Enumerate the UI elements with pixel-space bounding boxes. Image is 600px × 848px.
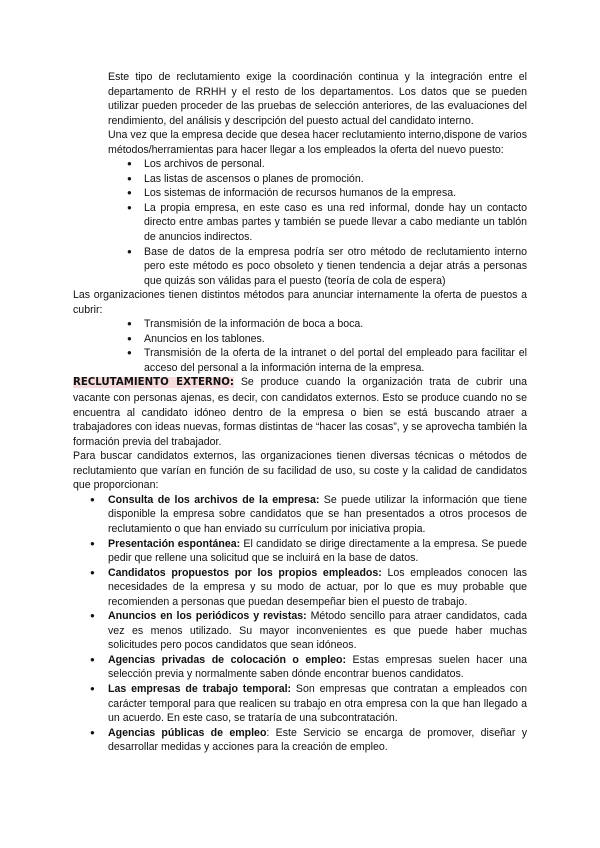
item-term: Agencias privadas de colocación o empleo:: [108, 653, 347, 666]
item-text: Se puede utilizar la información que tiene disponible la empresa sobre candidatos que se han presentados a otros procesos de reclutamiento o que han enviado su currículum por iniciativa propia.: [108, 493, 527, 535]
list-item: [108, 726, 527, 755]
list-item: ● La propia empresa, en este caso es una red informal, donde hay un contacto directo entre ambas partes y también se puede llevar a cabo mediante un tablón de anuncios indirectos.: [144, 201, 527, 245]
item-text: Método sencillo para atraer candidatos, cada vez es menos utilizado. Su mayor inconvenientes es que puede haber muchas solicitudes pero pocos candidatos que sean idóneos.: [108, 610, 527, 652]
list-item: ● Base de datos de la empresa podría ser otro método de reclutamiento interno pero este método es poco obsoleto y tienen tendencia a dejar atrás a personas que quizás son válidas para el puesto (teoría de cola de espera): [144, 245, 527, 289]
list-item: ● Los sistemas de información de recursos humanos de la empresa.: [144, 186, 527, 201]
list-item: [108, 682, 527, 726]
list-item: [108, 653, 527, 682]
item-text: Los empleados conocen las necesidades de la empresa y su modo de actuar, por lo que es muy probable que recomienden a personas que puedan desempeñar bien el puesto de trabajo.: [108, 566, 527, 608]
list-item: ● Transmisión de la oferta de la intranet o del portal del empleado para facilitar el acceso del personal a la información interna de la empresa.: [144, 346, 527, 375]
item-term: Las empresas de trabajo temporal:: [108, 682, 292, 695]
item-term: Anuncios en los periódicos y revistas:: [108, 610, 307, 623]
external-methods-list: [73, 493, 527, 755]
external-intro-text: Se produce cuando la organización trata de cubrir una vacante con personas ajenas, es decir, con candidatos externos. Esto se produce cuando no se encuentra al candidato idóneo dentro de la empresa o bien se está buscando atraer a trabajadores con ideas nuevas, formas distintas de “hacer las cosas”, y se aprovecha también la formación previa del trabajador.: [73, 376, 527, 448]
section-heading-external: RECLUTAMIENTO EXTERNO:: [73, 377, 235, 389]
item-term: Candidatos propuestos por los propios empleados:: [108, 566, 382, 579]
paragraph-internal-methods-intro: Una vez que la empresa decide que desea hacer reclutamiento interno,dispone de varios métodos/herramientas para hacer llegar a los empleados la oferta del nuevo puesto:: [108, 129, 527, 156]
item-term: Consulta de los archivos de la empresa:: [108, 493, 320, 506]
item-text: Son empresas que contratan a empleados con carácter temporal para que realicen su trabajo en otra empresa con la que han llegado a un acuerdo. En este caso, se trataría de una subcontratación.: [108, 682, 527, 725]
list-item: ● Anuncios en los tablones.: [144, 332, 527, 347]
announce-methods-list: [73, 317, 527, 375]
list-item: [108, 537, 527, 566]
list-item: [108, 493, 527, 537]
internal-methods-list: [73, 157, 527, 288]
list-item: [108, 566, 527, 610]
paragraph-internal-coordination: Este tipo de reclutamiento exige la coordinación continua y la integración entre el departamento de RRHH y el resto de los departamentos. Los datos que se pueden utilizar pueden proceder de las pruebas de selección anteriores, de las evaluaciones del rendimiento, del análisis y descripción del puesto actual del candidato interno.: [108, 71, 527, 127]
paragraph-external-recruitment: [73, 375, 527, 449]
item-text: Estas empresas suelen hacer una selección previa y normalmente saben dónde encontrar buenos candidatos.: [108, 653, 527, 681]
item-text: : Este Servicio se encarga de promover, diseñar y desarrollar medidas y acciones para la creación de empleo.: [108, 726, 527, 754]
paragraph-announce-intro: Las organizaciones tienen distintos métodos para anunciar internamente la oferta de puestos a cubrir:: [73, 289, 527, 316]
list-item: ● Los archivos de personal.: [144, 157, 527, 172]
list-item: [108, 609, 527, 653]
paragraph-external-techniques-intro: Para buscar candidatos externos, las organizaciones tienen diversas técnicas o métodos de reclutamiento que varían en función de su facilidad de uso, su coste y la calidad de candidatos que proporcionan:: [73, 450, 527, 492]
item-text: El candidato se dirige directamente a la empresa. Se puede pedir que rellene una solicitud que se incluirá en la base de datos.: [108, 537, 527, 565]
item-term: Presentación espontánea:: [108, 537, 241, 550]
document-body: [73, 70, 527, 755]
list-item: ● Las listas de ascensos o planes de promoción.: [144, 172, 527, 187]
list-item: ● Transmisión de la información de boca a boca.: [144, 317, 527, 332]
item-term: Agencias públicas de empleo: [108, 726, 267, 739]
